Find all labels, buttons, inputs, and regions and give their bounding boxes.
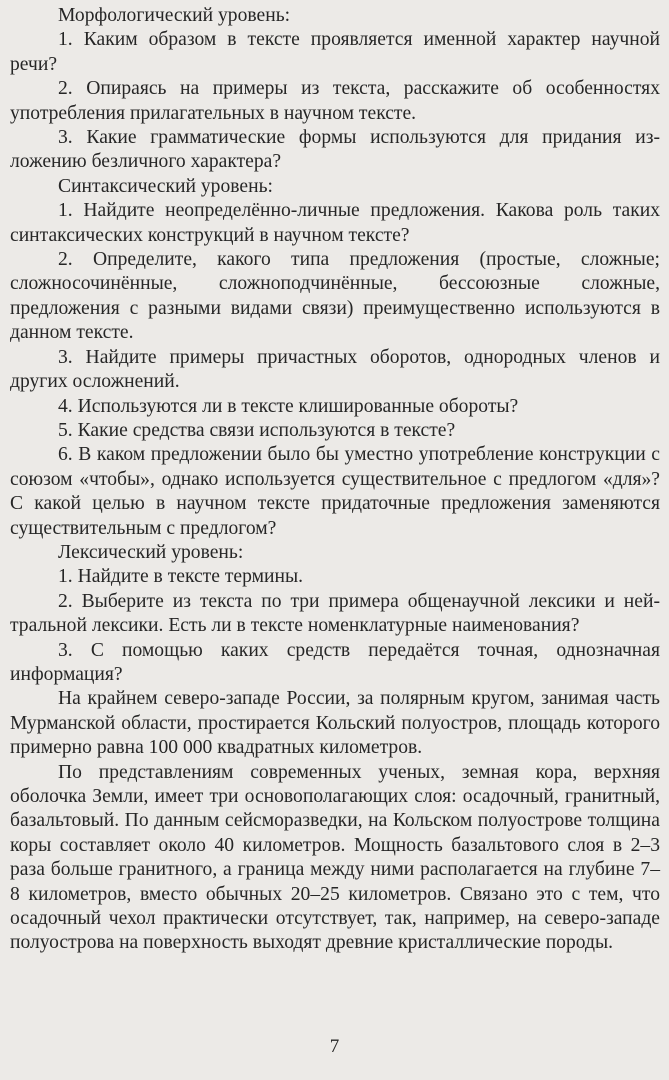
section-heading-morphology: Морфологический уровень: [58,5,291,26]
question-morphology-1: 1. Каким образом в тексте проявляется именной характер научной речи? [10,29,660,75]
question-morphology-2: 2. Опираясь на примеры из текста, расскажите об особенностях употребления прилагательных в научном тексте. [10,78,660,124]
section-heading-lexical: Лексический уровень: [58,541,244,563]
question-syntax-3: 3. Найдите примеры причастных оборотов, однородных членов и других осложнений. [10,346,660,393]
question-syntax-4: 4. Используются ли в тексте клишированные обороты? [58,395,519,417]
question-lexical-3: 3. С помощью каких средств передаётся точная, однозначная информация? [10,639,660,685]
page-number: 7 [329,1036,340,1057]
question-morphology-3: 3. Какие грамматические формы используются для придания изложению безличного характера? [10,127,660,173]
question-lexical-2: 2. Выберите из текста по три примера общенаучной лексики и нейтральной лексики. Есть ли в тексте номенклатурные наименования? [10,590,660,637]
question-lexical-1: 1. Найдите в тексте термины. [58,566,304,588]
reading-paragraph-1: На крайнем северо-западе России, за полярным кругом, занимая часть Мурманской области, простирается Кольский полуостров, площадь которого примерно равна 100 000 квадратных километров. [10,688,660,759]
question-syntax-2: 2. Определите, какого типа предложения (простые, сложные; сложносочинённые, сложноподчинённые, бессоюзные сложные, предложения с разными видами связи) преимущественно используются в данном тексте. [10,249,660,344]
question-syntax-6: 6. В каком предложении было бы уместно употребление конструкции с союзом «чтобы», однако используется существительное с предлогом «для»? С какой целью в научном тексте придаточные предложения заменяются существительным с предлогом? [10,444,660,539]
question-syntax-5: 5. Какие средства связи используются в тексте? [58,419,456,441]
reading-paragraph-2: По представлениям современных ученых, земная кора, верхняя оболочка Земли, имеет три основополагающих слоя: осадочный, гранитный, базальтовый. По данным сейсморазведки, на Кольском полуострове толщина коры составляет около 40 километров. Мощность базальтового слоя в 2–3 раза больше гранитного, а граница между ними располагается на глубине 7–8 километров, вместо обычных 20–25 километров. Связано это с тем, что осадочный чехол практически отсутствует, так, например, на северо-западе полуострова на поверхность выходят древние кристаллические породы. [10,761,660,954]
page-text [10,4,660,956]
section-heading-syntax: Синтаксический уровень: [58,175,273,197]
question-syntax-1: 1. Найдите неопределённо-личные предложения. Какова роль таких синтаксических конструкций в научном тексте? [10,200,660,246]
